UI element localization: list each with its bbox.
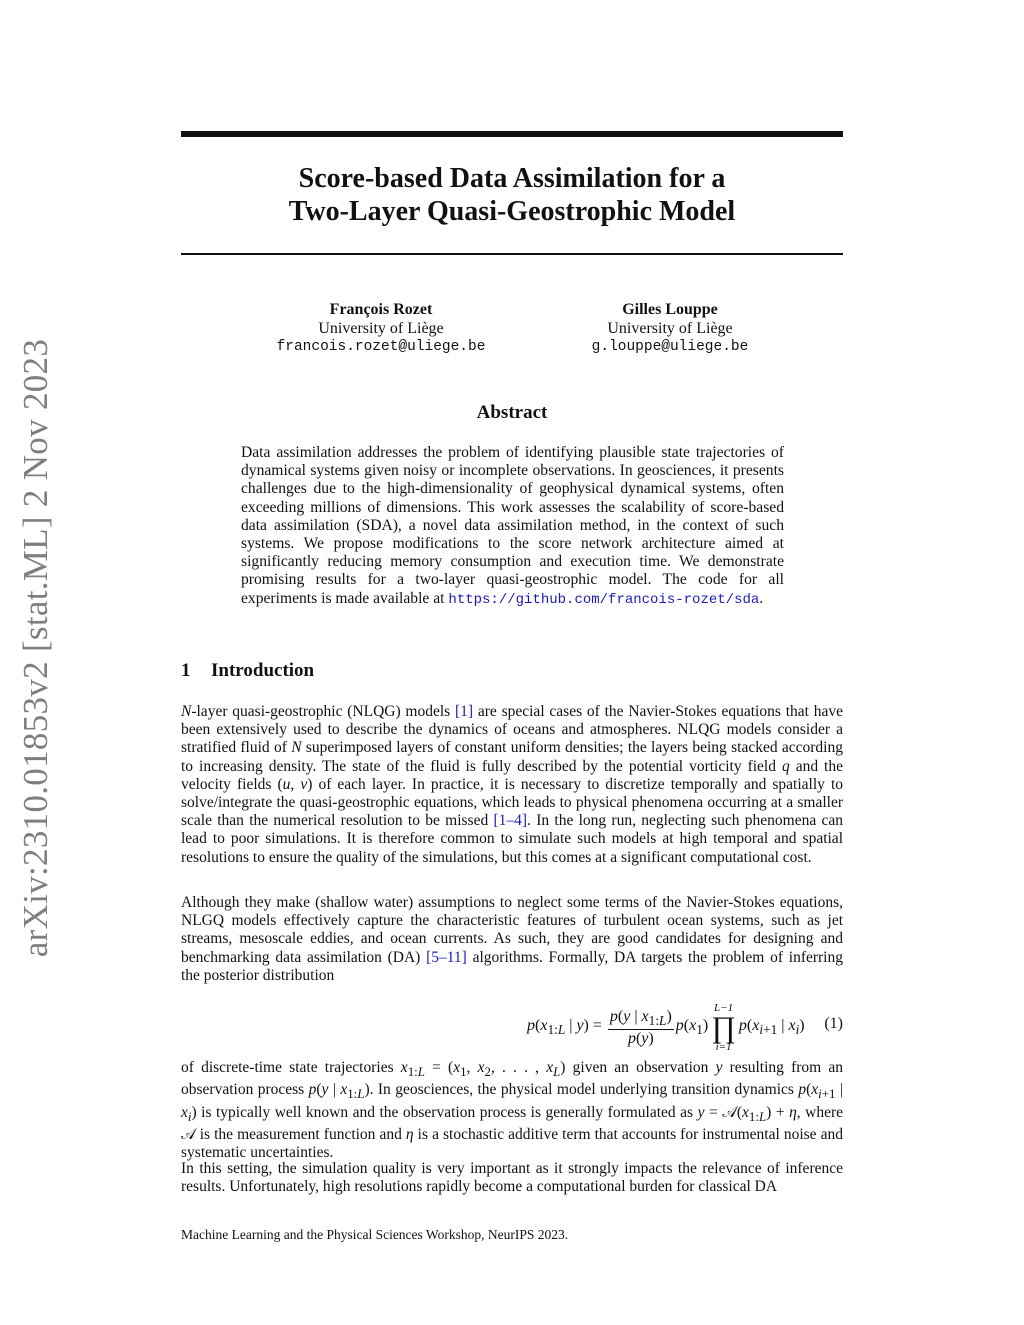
title-line-1: Score-based Data Assimilation for a [298,163,726,194]
citation-link[interactable]: [5–11] [426,948,467,966]
intro-paragraph-4: In this setting, the simulation quality is very important as it strongly impacts the relevance of inference results. Unfortunately, high resolutions rapidly become a computational burden for classical DA [181,1160,843,1196]
abstract-heading: Abstract [476,402,548,423]
page-footer: Machine Learning and the Physical Sciences Workshop, NeurIPS 2023. [181,1227,569,1242]
citation-link[interactable]: [1] [455,703,474,720]
author-email[interactable]: g.louppe@uliege.be [591,339,749,355]
section-heading [181,660,314,682]
author-block-1 [256,300,506,357]
intro-paragraph-1: N-layer quasi-geostrophic (NLQG) models [1] are special cases of the Navier-Stokes equations that have been extensively used to describe the dynamics of oceans and atmospheres. NLQG models consider a stratified fluid of N superimposed layers of constant uniform densities; the layers being stacked according to increasing density. The state of the fluid is fully described by the potential vorticity field q and the velocity fields (u, v) of each layer. In practice, it is necessary to discretize temporally and spatially to solve/integrate the quasi-geostrophic equations, which leads to physical phenomena occurring at a smaller scale than the numerical resolution to be missed [1–4]. In the long run, neglecting such phenomena can lead to poor simulations. It is therefore common to simulate such models at high temporal and spatial resolutions to ensure the quality of the simulations, but this comes at a significant computational cost. [181,703,843,866]
citation-link[interactable]: [1–4] [493,812,528,830]
title-line-2: Two-Layer Quasi-Geostrophic Model [288,196,736,227]
author-affiliation: University of Liège [607,320,733,337]
equation-1 [181,993,843,1053]
section-number: 1 [181,660,191,681]
author-email[interactable]: francois.rozet@uliege.be [276,339,486,355]
section-title: Introduction [211,660,315,681]
title-rule-top [181,131,843,137]
arxiv-side-stamp: arXiv:2310.01853v2 [stat.ML] 2 Nov 2023 [16,338,55,958]
equation-body: $p(x_{1:L}$ | y) = $\frac{p(y | x_{1:L})}{p(y)}$ $p(x_1)$ L−1 ∏ i=1 $p(x_{i+1}$ | $x_i$) [527,1002,805,1053]
author-name: Gilles Louppe [622,301,718,318]
abstract-text: Data assimilation addresses the problem of identifying plausible state trajectories of dynamical systems given noisy or incomplete observations. In geosciences, it presents challenges due to the high-dimensionality of geophysical dynamical systems, often exceeding millions of dimensions. This work assesses the scalability of score-based data assimilation (SDA), a novel data assimilation method, in the context of such systems. We propose modifications to the score network architecture aimed at significantly reducing memory consumption and execution time. We demonstrate promising results for a two-layer quasi-geostrophic model. The code for all experiments is made available at [241,444,784,607]
code-link[interactable]: https://github.com/francois-rozet/sda [448,591,760,608]
intro-paragraph-3: of discrete-time state trajectories $x_{1:L} = (x_1$, $x_2$, . . . , $x_L$) given an observation y resulting from an observation process p(y | $x_{1:L}$). In geosciences, the physical model underlying transition dynamics $p(x_{i+1}$ | $x_i$) is typically well known and the observation process is generally formulated as $y = 𝒜(x_{1:L}) + \eta$, where 𝒜 is the measurement function and η is a stochastic additive term that accounts for instrumental noise and systematic uncertainties. [181,1059,844,1162]
intro-paragraph-2: Although they make (shallow water) assumptions to neglect some terms of the Navier-Stokes equations, NLGQ models effectively capture the characteristic features of turbulent ocean systems, such as jet streams, mesoscale eddies, and ocean currents. As such, they are good candidates for designing and benchmarking data assimilation (DA) [5–11] algorithms. Formally, DA targets the problem of inferring the posterior distribution [181,894,843,984]
author-block-2 [560,300,780,357]
abstract-body: Data assimilation addresses the problem of identifying plausible state trajectories of dynamical systems given noisy or incomplete observations. In geosciences, it presents challenges due to the high-dimensionality of geophysical dynamical systems, often exceeding millions of dimensions. This work assesses the scalability of score-based data assimilation (SDA), a novel data assimilation method, in the context of such systems. We propose modifications to the score network architecture aimed at significantly reducing memory consumption and execution time. We demonstrate promising results for a two-layer quasi-geostrophic model. The code for all experiments is made available at https://github.com/francois-rozet/sda. [241,444,784,608]
author-name: François Rozet [329,301,433,318]
title-rule-bottom [181,253,843,255]
paper-title [181,162,843,228]
author-affiliation: University of Liège [318,320,444,337]
equation-number: (1) [824,1015,843,1032]
